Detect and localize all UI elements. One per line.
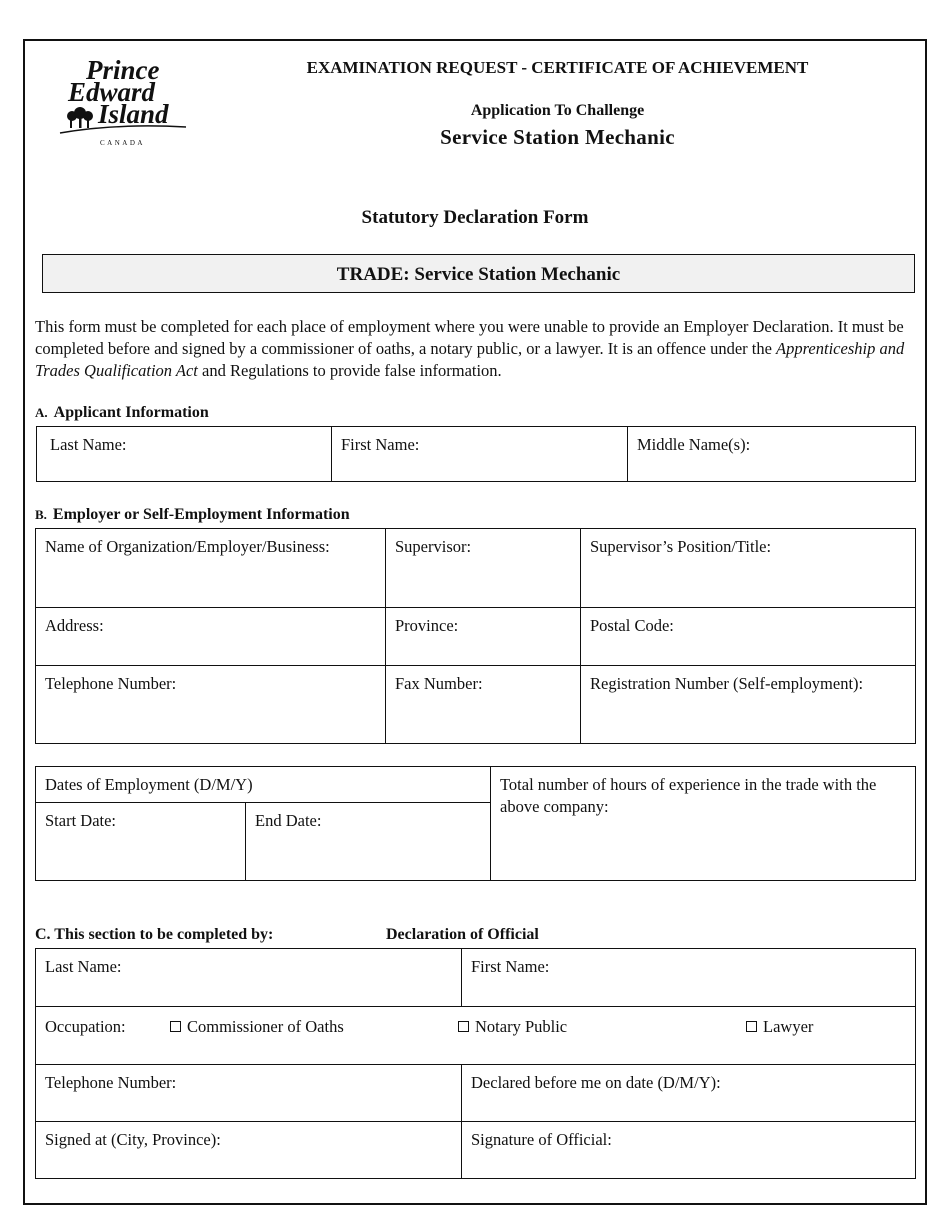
supervisor-label: Supervisor: <box>395 537 472 556</box>
applicant-last-name-field[interactable] <box>37 427 332 482</box>
section-a-letter: A. <box>35 405 48 420</box>
logo-line-3: Island <box>98 99 169 129</box>
occupation-label: Occupation: <box>45 1017 126 1036</box>
declared-date-field[interactable] <box>462 1065 916 1122</box>
commissioner-option[interactable] <box>170 1017 458 1037</box>
section-b-title: Employer or Self-Employment Information <box>52 506 350 523</box>
official-telephone-field[interactable] <box>36 1065 462 1122</box>
pei-logo-graphic <box>58 55 193 147</box>
signature-field[interactable] <box>462 1122 916 1179</box>
official-first-name-field[interactable] <box>462 949 916 1007</box>
section-b-letter: B. <box>35 507 47 522</box>
logo-line-2: Edward <box>68 77 156 107</box>
start-date-field[interactable] <box>36 803 246 881</box>
total-hours-field[interactable] <box>491 767 916 881</box>
intro-text-1: This form must be completed for each place of employment where you were unable to provide an Employer Declaration. It must be completed before and signed by a commissioner of oaths, a notary public, or a lawyer. It is an offence under the <box>35 317 904 358</box>
trade-name: Service Station Mechanic <box>440 125 675 149</box>
lawyer-label: Lawyer <box>763 1017 814 1036</box>
lawyer-checkbox[interactable] <box>746 1021 757 1032</box>
official-first-name-label: First Name: <box>471 957 550 976</box>
signed-at-label: Signed at (City, Province): <box>45 1130 221 1149</box>
address-field[interactable] <box>36 608 386 666</box>
commissioner-checkbox[interactable] <box>170 1021 181 1032</box>
registration-label: Registration Number (Self-employment): <box>590 674 864 693</box>
official-last-name-field[interactable] <box>36 949 462 1007</box>
section-a-heading <box>35 404 209 422</box>
postal-code-label: Postal Code: <box>590 616 674 635</box>
form-title: Statutory Declaration Form <box>361 207 589 228</box>
official-last-name-label: Last Name: <box>45 957 122 976</box>
notary-label: Notary Public <box>475 1017 568 1036</box>
employer-telephone-field[interactable] <box>36 666 386 744</box>
province-label: Province: <box>395 616 459 635</box>
signature-label: Signature of Official: <box>471 1130 612 1149</box>
tree-icon <box>67 107 93 128</box>
organization-field[interactable] <box>36 529 386 608</box>
applicant-table <box>36 426 916 482</box>
intro-paragraph <box>35 316 920 382</box>
fax-label: Fax Number: <box>395 674 483 693</box>
section-a-title: Applicant Information <box>53 404 209 421</box>
supervisor-field[interactable] <box>386 529 581 608</box>
section-c-subtitle: Declaration of Official <box>386 926 539 943</box>
fax-field[interactable] <box>386 666 581 744</box>
end-date-field[interactable] <box>246 803 491 881</box>
declared-date-label: Declared before me on date (D/M/Y): <box>471 1073 721 1092</box>
trade-banner: TRADE: Service Station Mechanic <box>42 254 915 293</box>
registration-field[interactable] <box>581 666 916 744</box>
applicant-first-name-label: First Name: <box>341 435 420 454</box>
official-table <box>35 948 916 1179</box>
notary-option[interactable] <box>458 1017 746 1037</box>
dates-of-employment-label: Dates of Employment (D/M/Y) <box>45 775 253 794</box>
supervisor-title-label: Supervisor’s Position/Title: <box>590 537 772 556</box>
pei-logo <box>58 55 193 147</box>
start-date-label: Start Date: <box>45 811 117 830</box>
postal-code-field[interactable] <box>581 608 916 666</box>
section-c-title: C. This section to be completed by: <box>35 926 274 943</box>
section-b-heading <box>35 506 350 524</box>
applicant-last-name-label: Last Name: <box>50 435 127 454</box>
commissioner-label: Commissioner of Oaths <box>187 1017 344 1036</box>
applicant-middle-name-label: Middle Name(s): <box>637 435 751 454</box>
employment-dates-table <box>35 766 916 881</box>
act-name: Apprenticeship and Trades Qualification Act <box>35 339 905 380</box>
application-label: Application To Challenge <box>470 102 645 119</box>
province-field[interactable] <box>386 608 581 666</box>
applicant-first-name-field[interactable] <box>332 427 628 482</box>
employer-telephone-label: Telephone Number: <box>45 674 177 693</box>
end-date-label: End Date: <box>255 811 322 830</box>
notary-checkbox[interactable] <box>458 1021 469 1032</box>
logo-line-1: Prince <box>86 55 160 85</box>
total-hours-label: Total number of hours of experience in the trade with the above company: <box>500 775 877 816</box>
occupation-options <box>45 1007 906 1037</box>
occupation-row <box>36 1007 916 1065</box>
lawyer-option[interactable] <box>746 1017 813 1037</box>
applicant-middle-name-field[interactable] <box>628 427 916 482</box>
supervisor-title-field[interactable] <box>581 529 916 608</box>
organization-label: Name of Organization/Employer/Business: <box>45 537 330 556</box>
dates-of-employment-header <box>36 767 491 803</box>
official-telephone-label: Telephone Number: <box>45 1073 177 1092</box>
signed-at-field[interactable] <box>36 1122 462 1179</box>
employer-table <box>35 528 916 744</box>
intro-text-2: and Regulations to provide false information. <box>197 361 502 380</box>
address-label: Address: <box>45 616 104 635</box>
logo-country: CANADA <box>100 139 145 147</box>
request-title: EXAMINATION REQUEST - CERTIFICATE OF ACHIEVEMENT <box>306 58 809 77</box>
